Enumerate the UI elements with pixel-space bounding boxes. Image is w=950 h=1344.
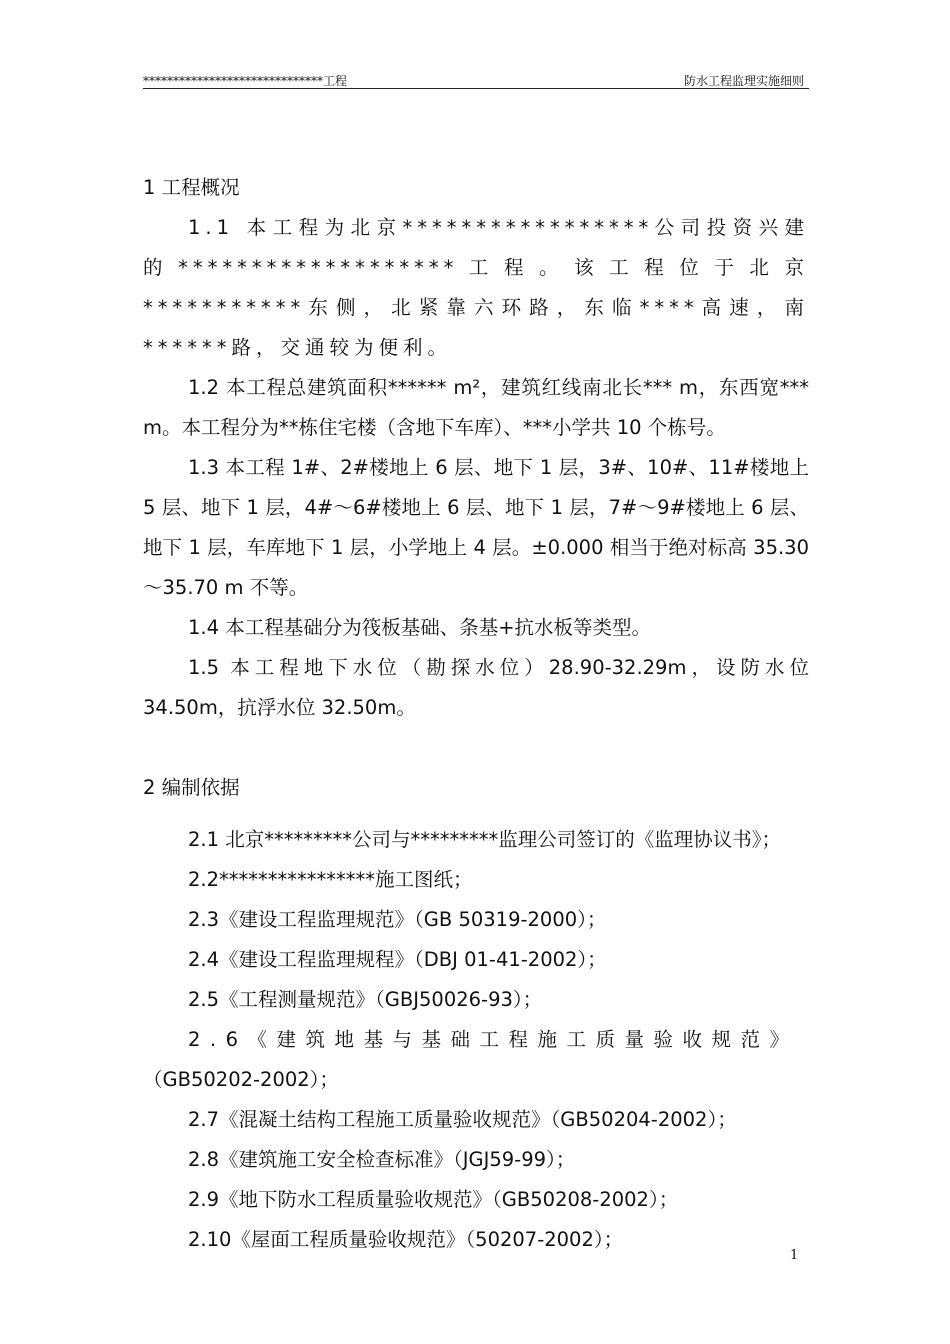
page-header — [143, 70, 809, 89]
section-2-heading: 2 编制依据 — [143, 776, 240, 799]
paragraph-1-4: 1.4 本工程基础分为筏板基础、条基+抗水板等类型。 — [188, 616, 652, 639]
section-1-heading: 1 工程概况 — [143, 176, 240, 199]
header-project-name: ******************************工程 — [143, 74, 348, 88]
document-body — [143, 168, 809, 1260]
reference-item-2-7: 2.7《混凝土结构工程施工质量验收规范》（GB50204-2002）； — [188, 1108, 737, 1131]
paragraph-1-1: 1.1 本工程为北京*****************公司投资兴建的*******************工程。该工程位于北京***********东侧，北紧靠六环路，东临****高速，南******路，交通较为便利。 — [143, 216, 809, 359]
reference-item-2-4: 2.4《建设工程监理规程》（DBJ 01-41-2002）； — [188, 948, 607, 971]
reference-item-2-3: 2.3《建设工程监理规范》（GB 50319-2000）； — [188, 908, 607, 931]
reference-item-2-6 — [143, 1020, 809, 1100]
paragraph-1-2: 1.2 本工程总建筑面积****** m²，建筑红线南北长*** m，东西宽*** m。本工程分为**栋住宅楼（含地下车库）、***小学共 10 个栋号。 — [143, 376, 809, 439]
reference-item-2-5: 2.5《工程测量规范》（GBJ50026-93）； — [188, 988, 543, 1011]
reference-item-2-8: 2.8《建筑施工安全检查标准》（JGJ59-99）； — [188, 1148, 576, 1171]
reference-item-2-6-code: （GB50202-2002）； — [143, 1068, 339, 1091]
reference-item-2-10: 2.10《屋面工程质量验收规范》（50207-2002）； — [188, 1228, 624, 1251]
paragraph-1-3: 1.3 本工程 1#、2#楼地上 6 层、地下 1 层，3#、10#、11#楼地上 5 层、地下 1 层，4#～6#楼地上 6 层、地下 1 层，7#～9#楼地上 6 层、地下 1 层，车库地下 1 层，小学地上 4 层。±0.000 相当于绝对标高 35.30～35.70 m 不等。 — [143, 456, 809, 599]
page-number: 1 — [790, 1248, 799, 1263]
paragraph-1-5: 1.5 本工程地下水位（勘探水位）28.90-32.29m，设防水位 34.50m，抗浮水位 32.50m。 — [143, 656, 809, 719]
reference-item-2-9: 2.9《地下防水工程质量验收规范》（GB50208-2002）； — [188, 1188, 679, 1211]
reference-item-2-2: 2.2****************施工图纸； — [188, 868, 473, 891]
reference-item-2-1: 2.1 北京*********公司与*********监理公司签订的《监理协议书》； — [188, 828, 781, 851]
reference-item-2-6-title: 2.6《建筑地基与基础工程施工质量验收规范》 — [188, 1028, 799, 1051]
header-document-title: 防水工程监理实施细则 — [683, 74, 804, 88]
